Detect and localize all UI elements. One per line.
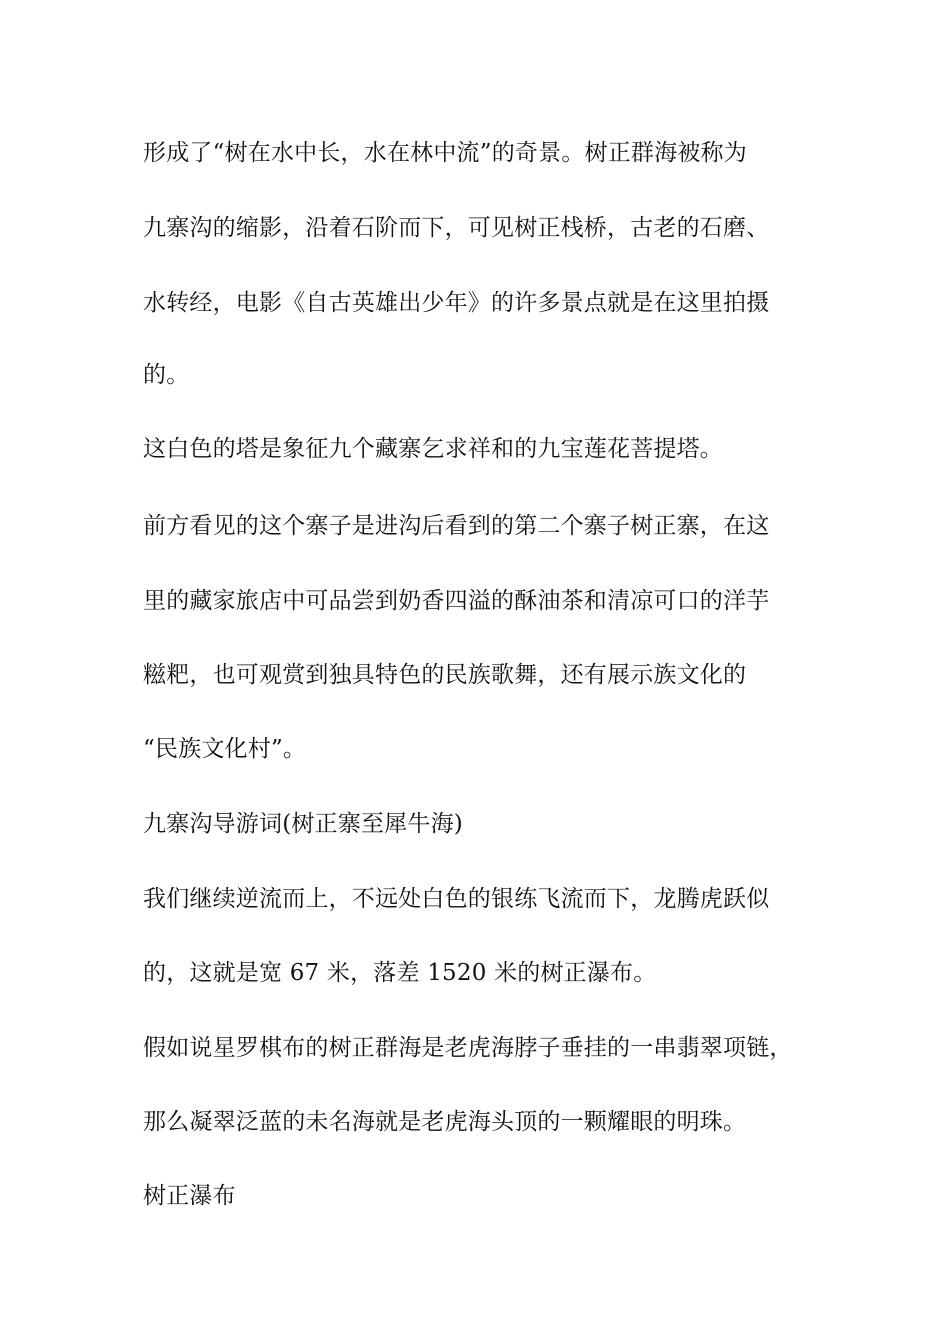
- text-line-12: 的，这就是宽 67 米，落差 1520 米的树正瀑布。: [143, 960, 657, 986]
- text-line-3: 水转经，电影《自古英雄出少年》的许多景点就是在这里拍摄: [143, 290, 770, 316]
- text-line-6: 前方看见的这个寨子是进沟后看到的第二个寨子树正寨，在这: [143, 513, 770, 539]
- text-line-9: “民族文化村”。: [143, 736, 307, 762]
- text-line-5: 这白色的塔是象征九个藏寨乞求祥和的九宝莲花菩提塔。: [143, 436, 723, 462]
- text-line-14: 那么凝翠泛蓝的未名海就是老虎海头顶的一颗耀眼的明珠。: [143, 1109, 747, 1135]
- text-line-4: 的。: [143, 362, 190, 388]
- text-line-2: 九寨沟的缩影，沿着石阶而下，可见树正栈桥，古老的石磨、: [143, 215, 770, 241]
- text-line-8: 糍粑，也可观赏到独具特色的民族歌舞，还有展示族文化的: [143, 662, 747, 688]
- text-line-11: 我们继续逆流而上，不远处白色的银练飞流而下，龙腾虎跃似: [143, 886, 770, 912]
- text-line-7: 里的藏家旅店中可品尝到奶香四溢的酥油茶和清凉可口的洋芋: [143, 588, 770, 614]
- text-line-15: 树正瀑布: [143, 1183, 236, 1209]
- text-line-13: 假如说星罗棋布的树正群海是老虎海脖子垂挂的一串翡翠项链，: [143, 1035, 793, 1061]
- text-line-1: 形成了“树在水中长，水在林中流”的奇景。树正群海被称为: [143, 140, 747, 166]
- text-line-10: 九寨沟导游词(树正寨至犀牛海): [143, 811, 463, 837]
